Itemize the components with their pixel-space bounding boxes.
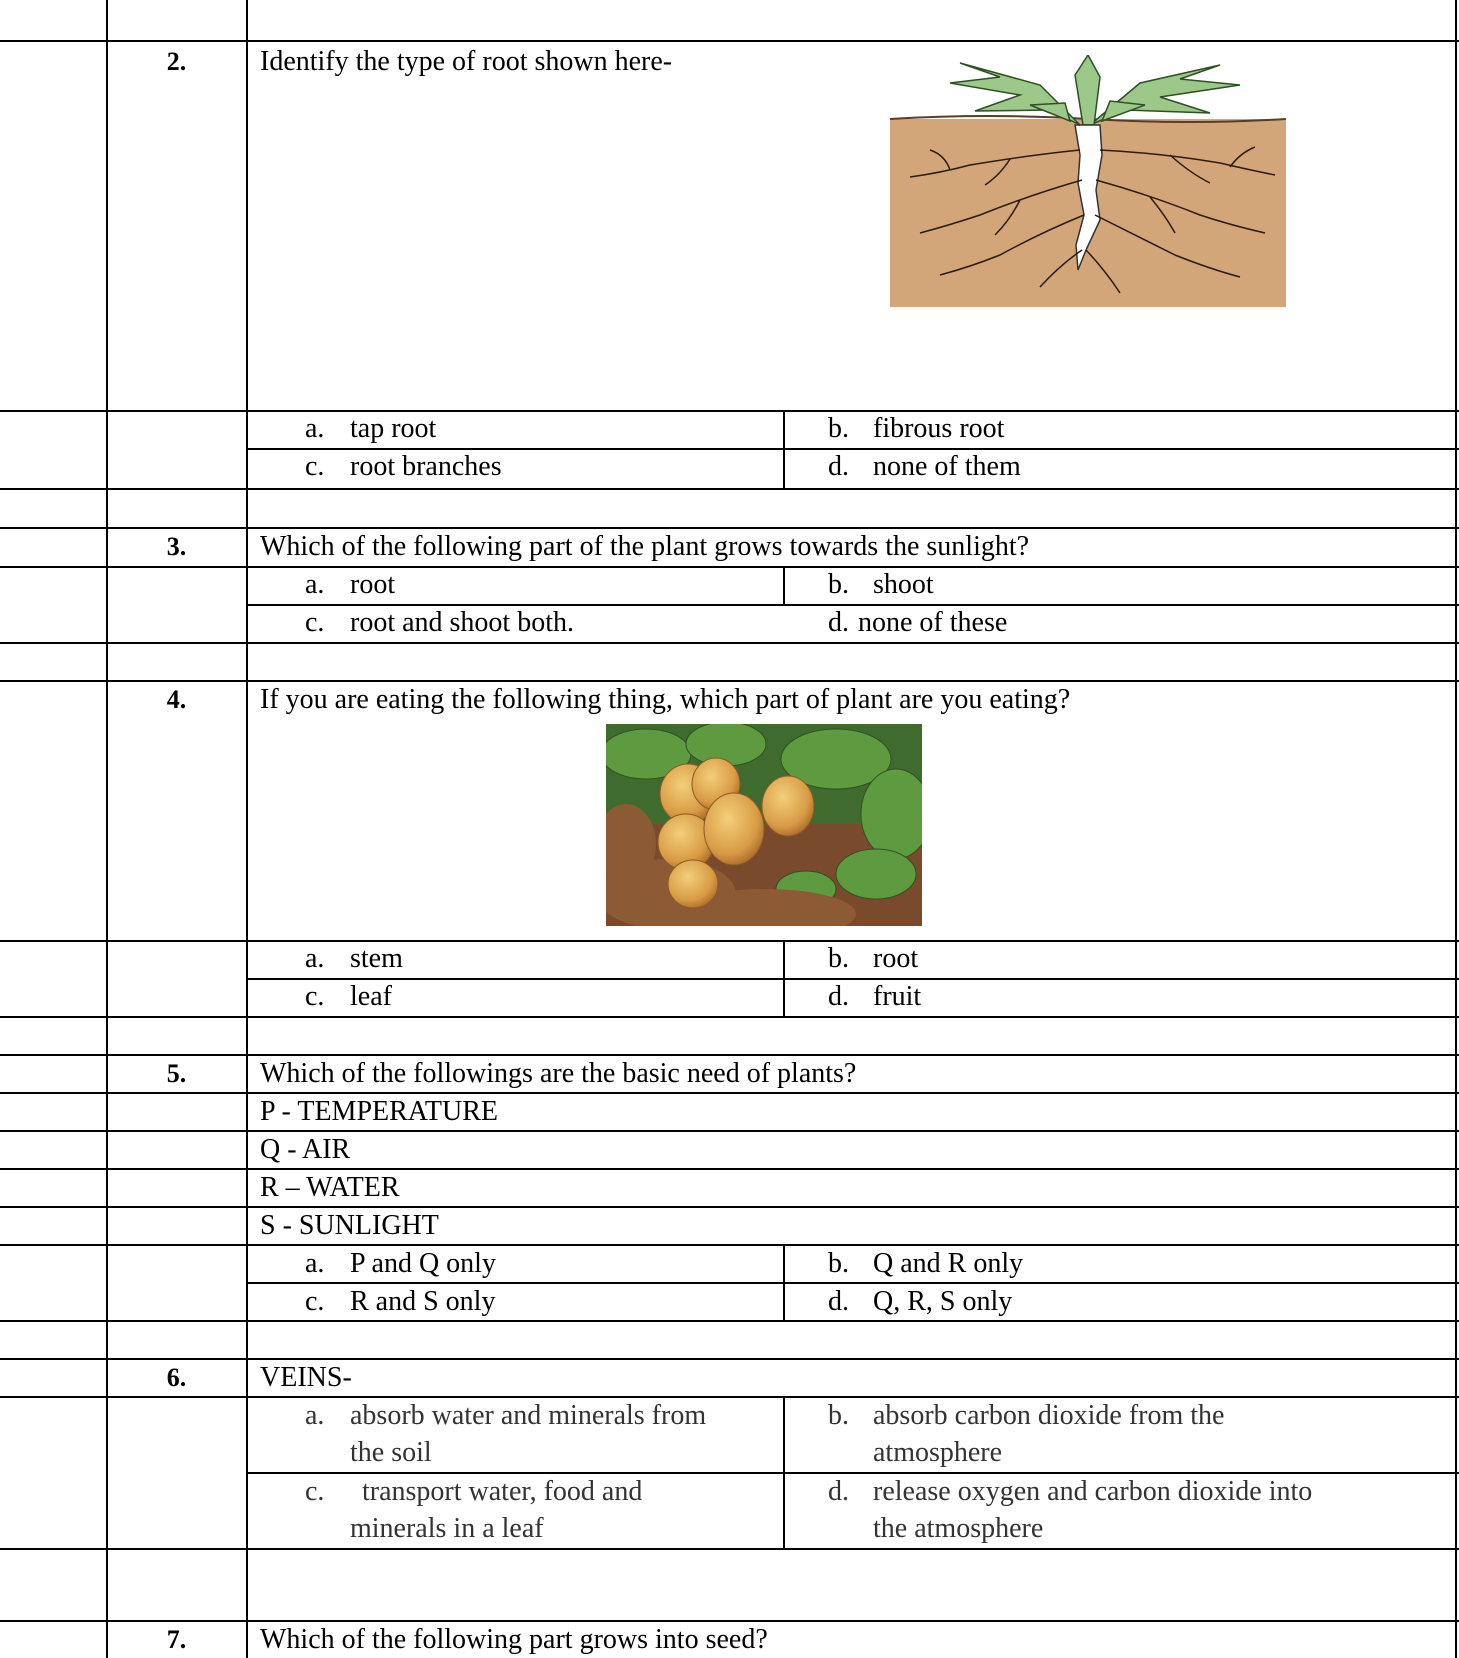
row-divider <box>0 1206 1459 1208</box>
option-text-line1: absorb water and minerals from <box>350 1400 707 1431</box>
option-text-line2: the atmosphere <box>873 1513 1044 1544</box>
option-letter: a. <box>305 1400 325 1431</box>
question-text: Which of the following part grows into seed? <box>260 1624 768 1655</box>
column-divider <box>783 940 785 1016</box>
option-text: Q and R only <box>873 1248 1024 1279</box>
question-text: If you are eating the following thing, which part of plant are you eating? <box>260 684 1071 715</box>
row-divider <box>0 40 1459 42</box>
option-text: none of these <box>858 607 1008 638</box>
option-text-line1: absorb carbon dioxide from the <box>873 1400 1225 1431</box>
option-text: Q, R, S only <box>873 1286 1013 1317</box>
option-letter: b. <box>828 1400 849 1431</box>
option-text-line1: transport water, food and <box>362 1476 643 1507</box>
column-divider <box>783 566 785 604</box>
row-divider <box>0 1092 1459 1094</box>
row-divider <box>0 566 1459 568</box>
option-letter: c. <box>305 607 325 638</box>
row-divider <box>0 527 1459 529</box>
option-letter: b. <box>828 1248 849 1279</box>
row-divider <box>0 1054 1459 1056</box>
option-text: root <box>873 943 919 974</box>
option-text: fruit <box>873 981 922 1012</box>
row-divider <box>0 1320 1459 1322</box>
taproot-illustration <box>890 55 1286 307</box>
option-text: stem <box>350 943 403 974</box>
question-text: VEINS- <box>260 1362 352 1393</box>
option-text: fibrous root <box>873 413 1005 444</box>
option-text: R and S only <box>350 1286 496 1317</box>
option-text-line2: the soil <box>350 1437 432 1468</box>
question-text: Identify the type of root shown here- <box>260 46 673 77</box>
option-text: root <box>350 569 396 600</box>
row-divider <box>0 680 1459 682</box>
option-letter: d. <box>828 607 849 638</box>
option-text-line1: release oxygen and carbon dioxide into <box>873 1476 1313 1507</box>
question-text: Which of the following part of the plant grows towards the sunlight? <box>260 531 1030 562</box>
row-divider <box>0 642 1459 644</box>
question-text: Which of the followings are the basic need of plants? <box>260 1058 857 1089</box>
row-divider <box>246 1282 1459 1284</box>
statement-s: S - SUNLIGHT <box>260 1210 439 1241</box>
row-divider <box>0 940 1459 942</box>
option-letter: b. <box>828 943 849 974</box>
option-letter: c. <box>305 1286 325 1317</box>
row-divider <box>0 1244 1459 1246</box>
row-divider <box>0 1396 1459 1398</box>
column-divider <box>246 0 248 1658</box>
option-text: root branches <box>350 451 502 482</box>
option-letter: b. <box>828 569 849 600</box>
row-divider <box>0 1358 1459 1360</box>
option-text: shoot <box>873 569 934 600</box>
row-divider <box>246 1472 1459 1474</box>
option-text-line2: atmosphere <box>873 1437 1003 1468</box>
option-text: none of them <box>873 451 1021 482</box>
column-divider <box>1455 0 1457 1658</box>
option-letter: c. <box>305 1476 325 1507</box>
option-letter: d. <box>828 981 849 1012</box>
question-number: 3. <box>166 532 187 561</box>
option-letter: c. <box>305 451 325 482</box>
row-divider <box>0 1620 1459 1622</box>
option-text: tap root <box>350 413 437 444</box>
column-divider <box>106 0 108 1658</box>
option-text: leaf <box>350 981 392 1012</box>
row-divider <box>0 1130 1459 1132</box>
column-divider <box>783 410 785 488</box>
row-divider <box>0 410 1459 412</box>
question-number: 7. <box>166 1625 187 1654</box>
option-letter: b. <box>828 413 849 444</box>
row-divider <box>0 1168 1459 1170</box>
row-divider <box>0 1016 1459 1018</box>
row-divider <box>0 1548 1459 1550</box>
option-letter: a. <box>305 569 325 600</box>
question-number: 5. <box>166 1059 187 1088</box>
question-number: 2. <box>166 47 187 76</box>
option-letter: c. <box>305 981 325 1012</box>
option-text-line2: minerals in a leaf <box>350 1513 544 1544</box>
option-letter: a. <box>305 943 325 974</box>
potato-photo <box>606 724 922 926</box>
statement-r: R – WATER <box>260 1172 400 1203</box>
option-letter: d. <box>828 1286 849 1317</box>
option-letter: d. <box>828 1476 849 1507</box>
statement-p: P - TEMPERATURE <box>260 1096 499 1127</box>
column-divider <box>783 1396 785 1548</box>
statement-q: Q - AIR <box>260 1134 351 1165</box>
option-text: root and shoot both. <box>350 607 574 638</box>
option-letter: a. <box>305 413 325 444</box>
row-divider <box>246 978 1459 980</box>
question-number: 4. <box>166 685 187 714</box>
option-letter: d. <box>828 451 849 482</box>
column-divider <box>783 1244 785 1320</box>
question-number: 6. <box>166 1363 187 1392</box>
option-text: P and Q only <box>350 1248 496 1279</box>
option-letter: a. <box>305 1248 325 1279</box>
row-divider <box>0 488 1459 490</box>
